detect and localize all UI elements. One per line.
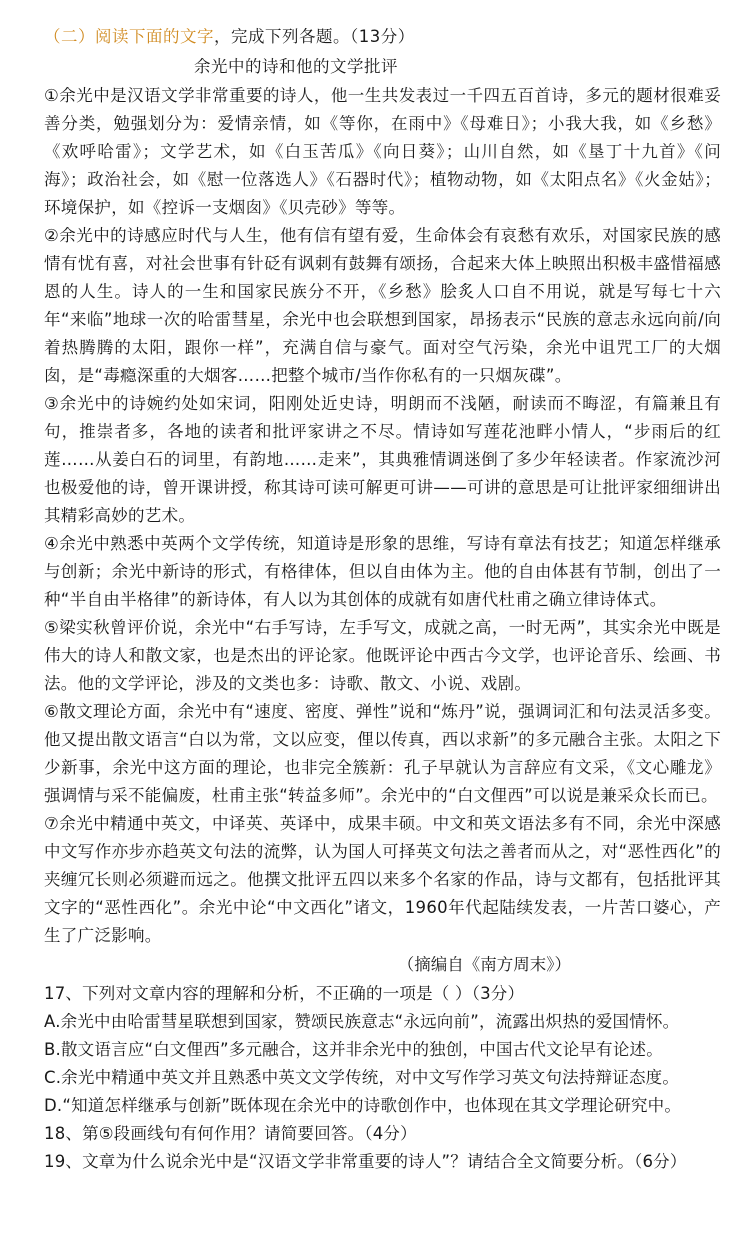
paragraph-7: ⑦余光中精通中英文，中译英、英译中，成果丰硕。中文和英文语法多有不同，余光中深感中文写作亦步亦趋英文句法的流弊，认为国人可择英文句法之善者而从之，对“恶性西化”的夹缠冗长则必须避而远之。他撰文批评五四以来多个名家的作品，诗与文都有，包括批评其文字的“恶性西化”。余光中论“中文西化”诸文，1960年代起陆续发表，一片苦口婆心，产生了广泛影响。 [44, 814, 721, 945]
option-b: B.散文语言应“白文俚西”多元融合，这并非余光中的独创，中国古代文论早有论述。 [44, 1040, 663, 1059]
paragraph-2: ②余光中的诗感应时代与人生，他有信有望有爱，生命体会有哀愁有欢乐，对国家民族的感情有忧有喜，对社会世事有针砭有讽刺有鼓舞有颂扬，合起来大体上映照出积极丰盛惜福感恩的人生。诗人的一生和国家民族分不开，《乡愁》脍炙人口自不用说，就是写每七十六年“来临”地球一次的哈雷彗星，余光中也会联想到国家，昂扬表示“民族的意志永远向前/向着热腾腾的太阳，跟你一样”，充满自信与豪气。面对空气污染，余光中诅咒工厂的大烟囱，是“毒瘾深重的大烟客……把整个城市/当作你私有的一只烟灰碟”。 [44, 226, 721, 385]
paragraph-3: ③余光中的诗婉约处如宋词，阳刚处近史诗，明朗而不浅陋，耐读而不晦涩，有篇兼且有句，推崇者多，各地的读者和批评家讲之不尽。情诗如写莲花池畔小情人，“步雨后的红莲……从姜白石的词里，有韵地……走来”，其典雅情调迷倒了多少年轻读者。作家流沙河也极爱他的诗，曾开课讲授，称其诗可读可解更可讲——可讲的意思是可让批评家细细讲出其精彩高妙的艺术。 [44, 394, 721, 525]
paragraph-1: ①余光中是汉语文学非常重要的诗人，他一生共发表过一千四五百首诗，多元的题材很难妥善分类，勉强划分为：爱情亲情，如《等你，在雨中》《母难日》；小我大我，如《乡愁》《欢呼哈雷》；文学艺术，如《白玉苦瓜》《向日葵》；山川自然，如《垦丁十九首》《问海》；政治社会，如《慰一位落选人》《石器时代》；植物动物，如《太阳点名》《火金姑》；环境保护，如《控诉一支烟囱》《贝壳砂》等等。 [44, 86, 721, 217]
question-17: 17、下列对文章内容的理解和分析，不正确的一项是（ ）（3分） [44, 984, 525, 1003]
section-header-accent: （二）阅读下面的文字 [44, 27, 214, 46]
option-c: C.余光中精通中英文并且熟悉中英文文学传统，对中文写作学习英文句法持辩证态度。 [44, 1068, 680, 1087]
paragraph-5: ⑤梁实秋曾评价说，余光中“右手写诗，左手写文，成就之高，一时无两”，其实余光中既是伟大的诗人和散文家，也是杰出的评论家。他既评论中西古今文学，也评论音乐、绘画、书法。他的文学评论，涉及的文类也多：诗歌、散文、小说、戏剧。 [44, 618, 721, 693]
section-header [44, 22, 721, 52]
section-header-rest: ，完成下列各题。（13分） [214, 27, 415, 46]
question-18: 18、第⑤段画线句有何作用？请简要回答。（4分） [44, 1124, 417, 1143]
article-title: 余光中的诗和他的文学批评 [194, 57, 398, 76]
article-source: （摘编自《南方周末》） [397, 955, 571, 974]
question-19: 19、文章为什么说余光中是“汉语文学非常重要的诗人”？请结合全文简要分析。（6分） [44, 1152, 687, 1171]
option-a: A.余光中由哈雷彗星联想到国家，赞颂民族意志“永远向前”，流露出炽热的爱国情怀。 [44, 1012, 680, 1031]
paragraph-6: ⑥散文理论方面，余光中有“速度、密度、弹性”说和“炼丹”说，强调词汇和句法灵活多变。他又提出散文语言“白以为常，文以应变，俚以传真，西以求新”的多元融合主张。太阳之下少新事，余光中这方面的理论，也非完全簇新：孔子早就认为言辞应有文采，《文心雕龙》强调情与采不能偏废，杜甫主张“转益多师”。余光中的“白文俚西”可以说是兼采众长而已。 [44, 702, 721, 805]
paragraph-4: ④余光中熟悉中英两个文学传统，知道诗是形象的思维，写诗有章法有技艺；知道怎样继承与创新；余光中新诗的形式，有格律体，但以自由体为主。他的自由体甚有节制，创出了一种“半自由半格律”的新诗体，有人以为其创体的成就有如唐代杜甫之确立律诗体式。 [44, 534, 721, 609]
option-d: D.“知道怎样继承与创新”既体现在余光中的诗歌创作中，也体现在其文学理论研究中。 [44, 1096, 682, 1115]
